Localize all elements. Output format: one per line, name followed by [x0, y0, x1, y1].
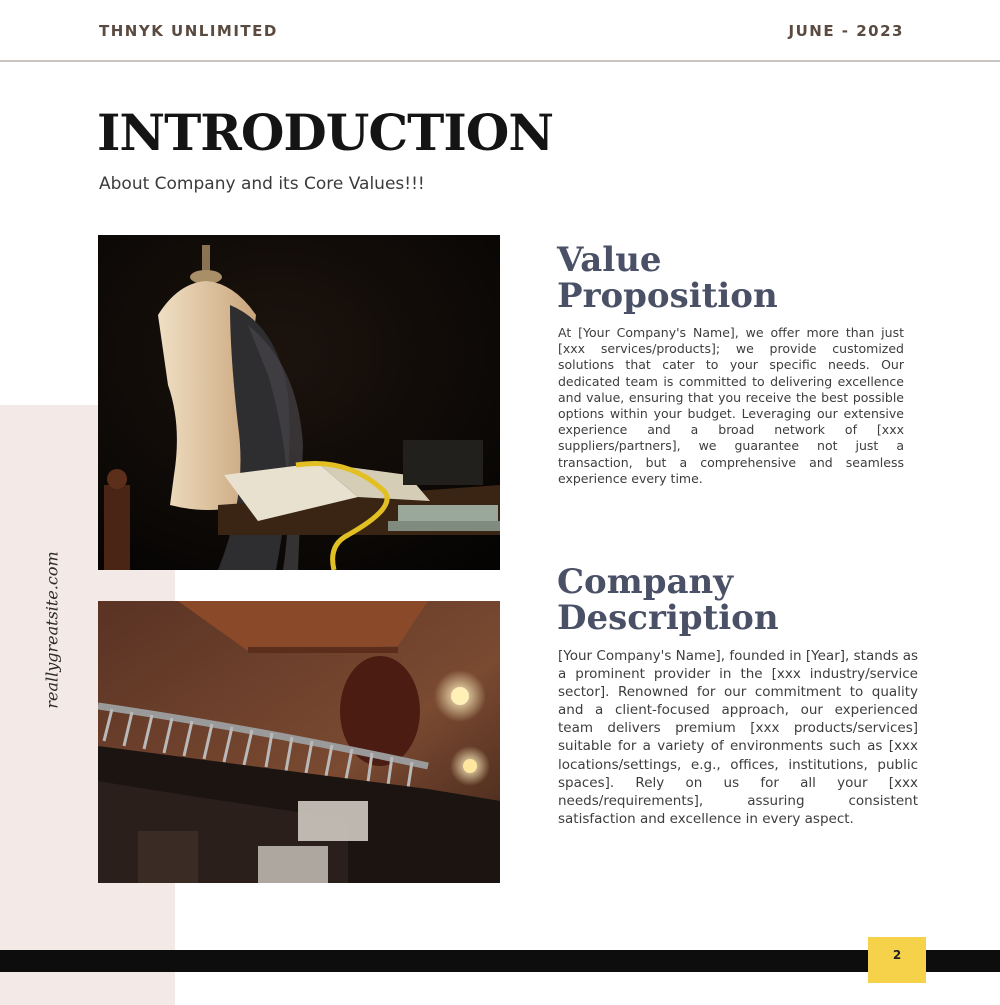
heading-line: Description: [557, 598, 779, 638]
heading-line: Company: [557, 562, 733, 602]
value-proposition-heading: [557, 242, 778, 314]
company-name: THNYK UNLIMITED: [99, 22, 278, 40]
footer-bar: [0, 950, 1000, 972]
side-website-text: reallygreatsite.com: [42, 551, 62, 709]
page-number: 2: [892, 948, 902, 962]
clothing-rack-photo: [98, 601, 500, 883]
page-subtitle: About Company and its Core Values!!!: [99, 174, 425, 194]
company-description-body: [Your Company's Name], founded in [Year], stands as a prominent provider in the [xxx industry/service sector]. Renowned for our commitment to quality and a client-focused approach, our experienced team delivers premium [xxx products/services] suitable for a variety of environments such as [xxx locations/settings, e.g., offices, institutions, public spaces]. Rely on us for all your [xxx needs/requirements], assuring consistent satisfaction and excellence in every aspect.: [558, 648, 918, 827]
tailoring-mannequin-photo: [98, 235, 500, 570]
value-proposition-body: At [Your Company's Name], we offer more than just [xxx services/products]; we provide customized solutions that cater to your specific needs. Our dedicated team is committed to delivering excellence and value, ensuring that you receive the best possible options within your budget. Leveraging our extensive experience and a broad network of [xxx suppliers/partners], we guarantee not just a transaction, but a comprehensive and seamless experience every time.: [558, 325, 904, 486]
document-date: JUNE - 2023: [788, 22, 904, 40]
company-description-heading: [557, 564, 779, 636]
heading-line: Proposition: [557, 276, 778, 316]
heading-line: Value: [557, 240, 662, 280]
header-divider: [0, 60, 1000, 62]
page-title: INTRODUCTION: [97, 103, 554, 162]
